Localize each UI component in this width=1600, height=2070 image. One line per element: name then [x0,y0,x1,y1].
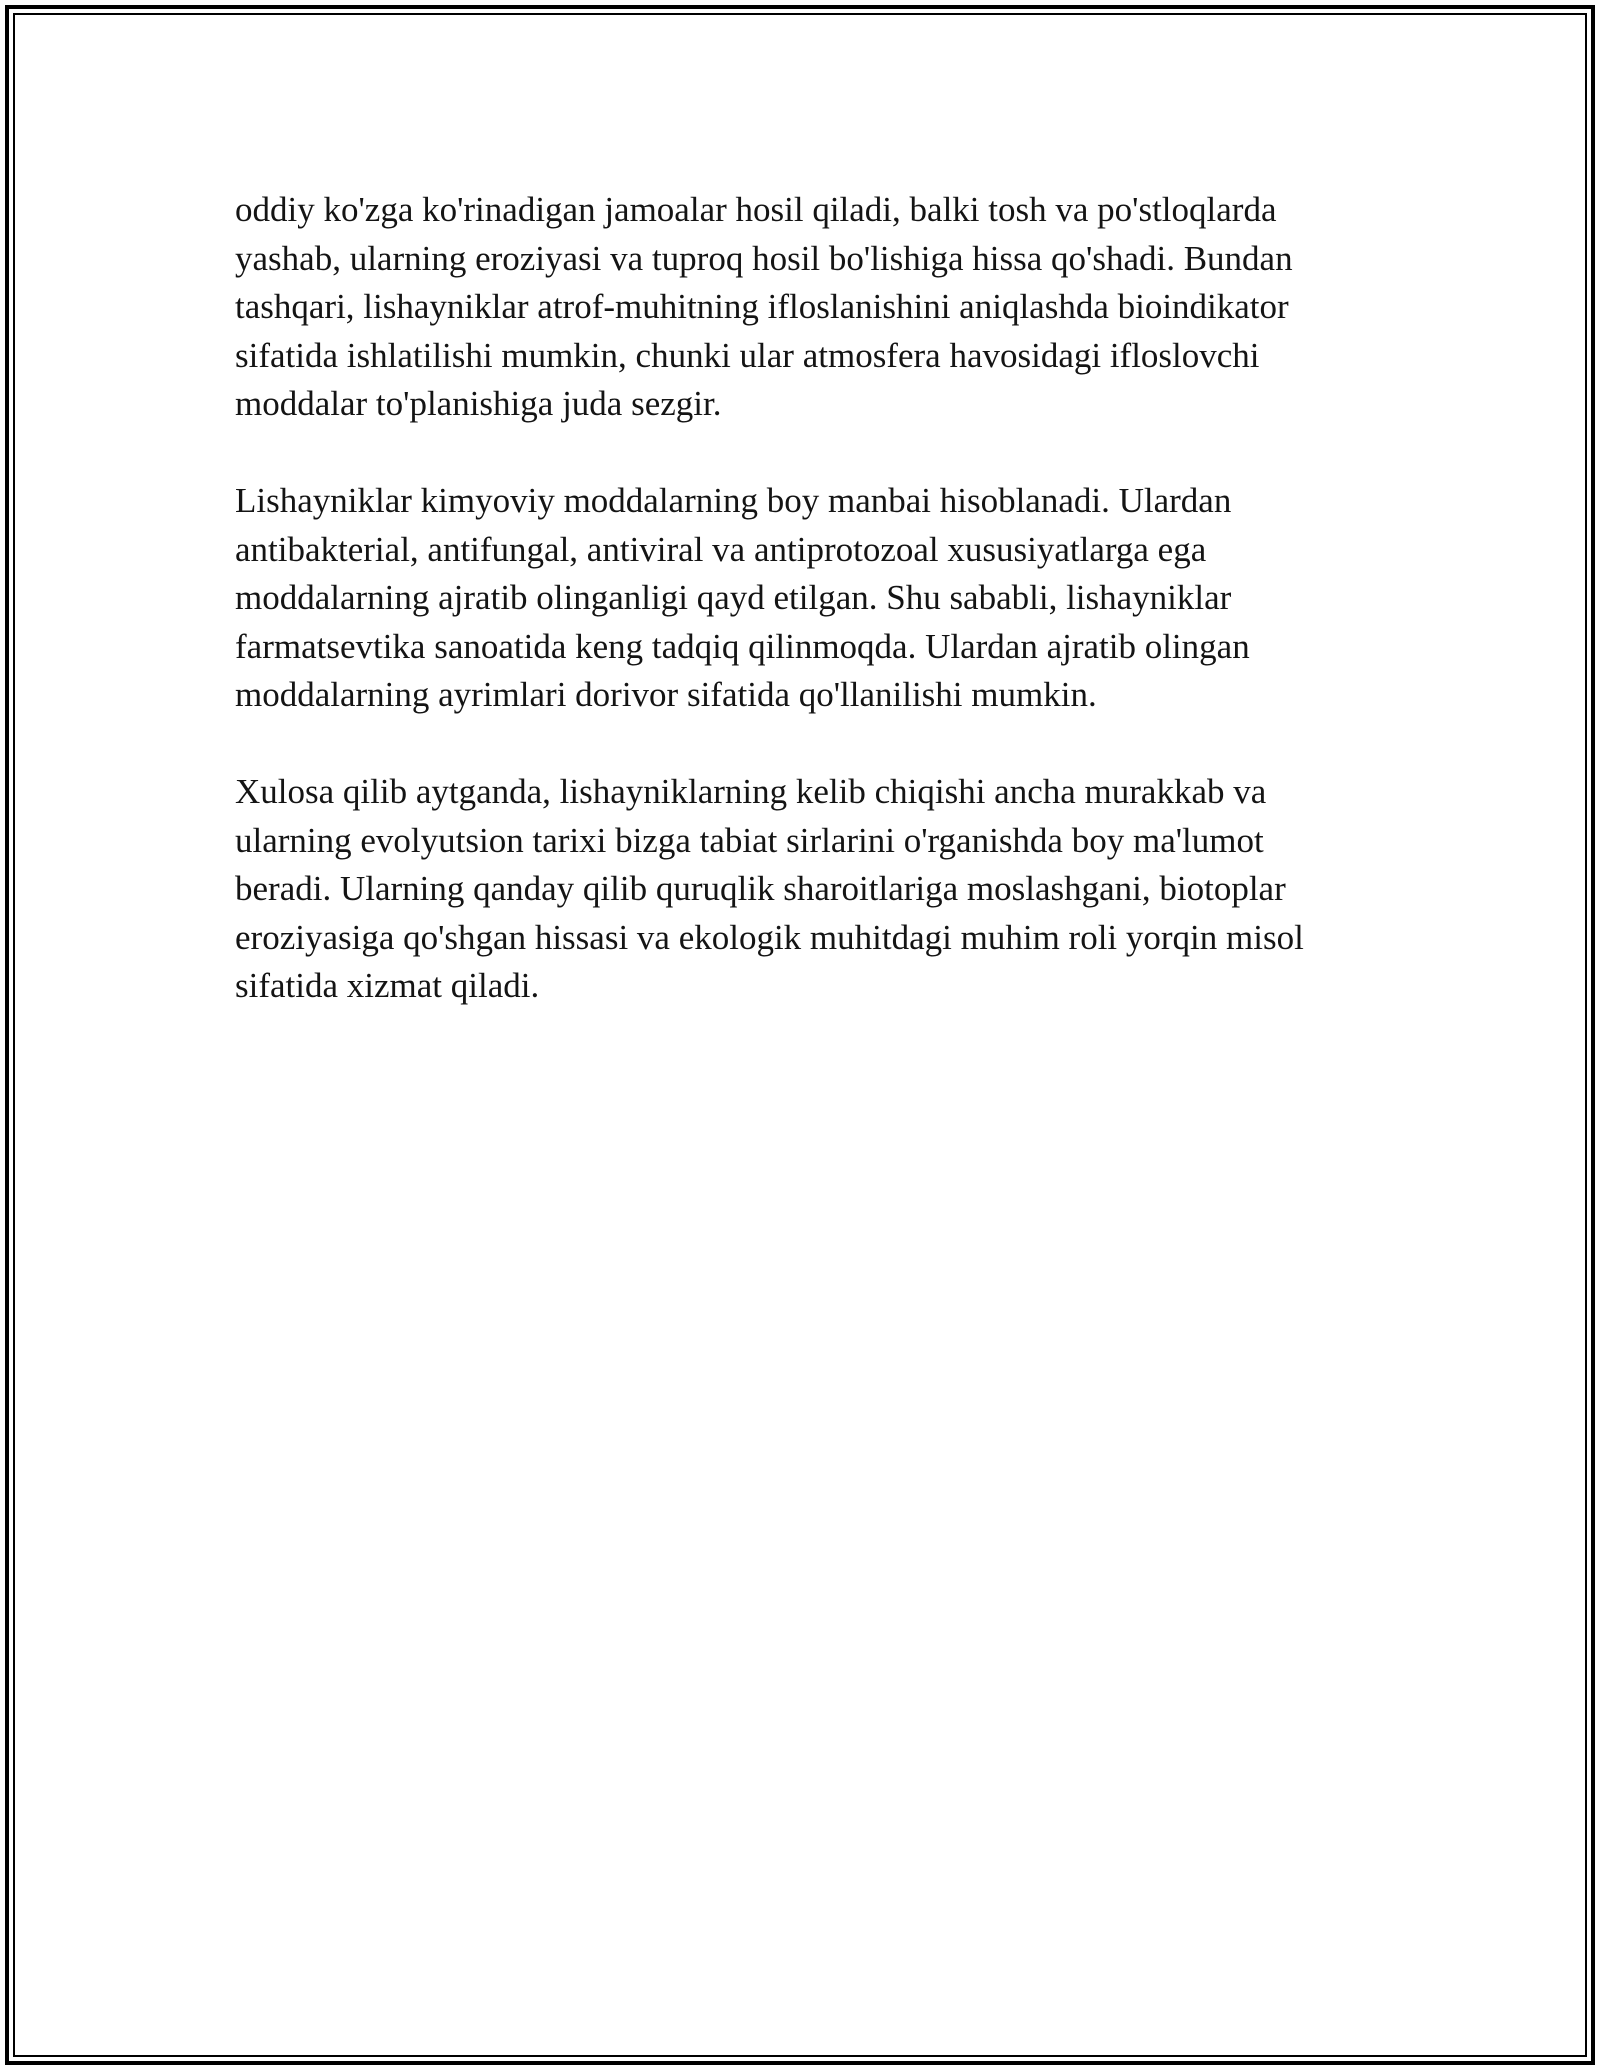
paragraph-3: Xulosa qilib aytganda, lishayniklarning kelib chiqishi ancha murakkab va ularning evolyutsion tarixi bizga tabiat sirlarini o'rganishda boy ma'lumot beradi. Ularning qanday qilib quruqlik sharoitlariga moslashgani, biotoplar eroziyasiga qo'shgan hissasi va ekologik muhitdagi muhim roli yorqin misol sifatida xizmat qiladi. [235,772,1304,1005]
paragraph-1: oddiy ko'zga ko'rinadigan jamoalar hosil qiladi, balki tosh va po'stloqlarda yashab, ularning eroziyasi va tuproq hosil bo'lishiga hissa qo'shadi. Bundan tashqari, lishayniklar atrof-muhitning ifloslanishini aniqlashda bioindikator sifatida ishlatilishi mumkin, chunki ular atmosfera havosidagi ifloslovchi moddalar to'planishiga juda sezgir. [235,190,1293,423]
paragraph-2: Lishayniklar kimyoviy moddalarning boy manbai hisoblanadi. Ulardan antibakterial, antifungal, antiviral va antiprotozoal xususiyatlarga ega moddalarning ajratib olinganligi qayd etilgan. Shu sababli, lishayniklar farmatsevtika sanoatida keng tadqiq qilinmoqda. Ulardan ajratib olingan moddalarning ayrimlari dorivor sifatida qo'llanilishi mumkin. [235,481,1250,714]
document-body [235,186,1365,1059]
